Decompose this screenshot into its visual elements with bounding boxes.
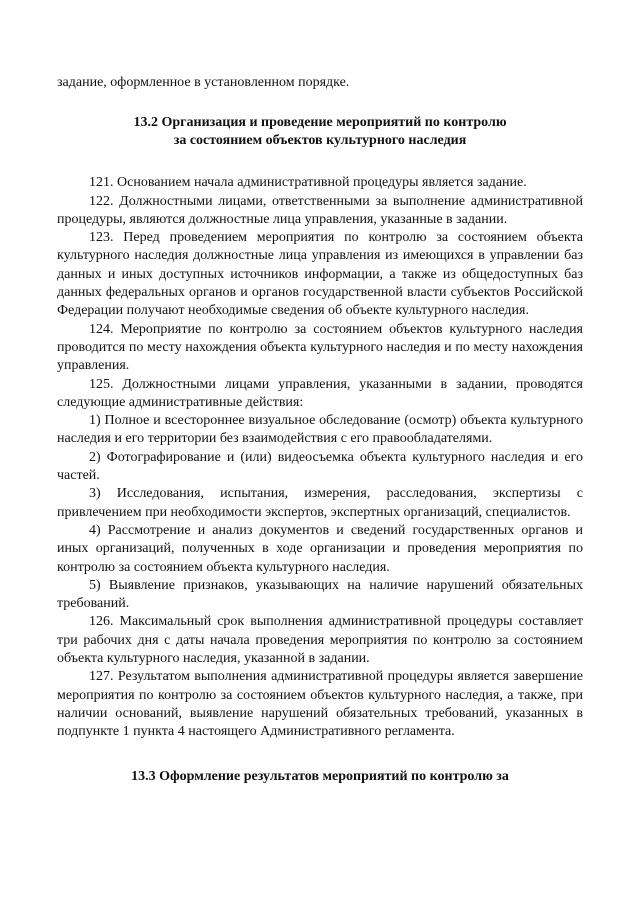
section-13-2-title-line1: 13.2 Организация и проведение мероприятий по контролю <box>133 115 507 131</box>
continued-text: задание, оформленное в установленном порядке. <box>57 75 350 90</box>
paragraph-125: 125. Должностными лицами управления, указанными в задании, проводятся следующие административные действия: <box>57 376 583 410</box>
list-item-5: 5) Выявление признаков, указывающих на наличие нарушений обязательных требований. <box>57 577 583 612</box>
list-item-2: 2) Фотографирование и (или) видеосъемка объекта культурного наследия и его частей. <box>57 449 583 484</box>
paragraph-121: 121. Основанием начала административной процедуры является задание. <box>89 175 527 191</box>
section-13-3-heading <box>57 768 583 786</box>
paragraph-126: 126. Максимальный срок выполнения административной процедуры составляет три рабочих дня с даты начала проведения мероприятия по контролю за состоянием объекта культурного наследия, указанной в задании. <box>57 614 583 667</box>
section-13-2-heading <box>57 114 583 150</box>
paragraph-123: 123. Перед проведением мероприятия по контролю за состоянием объекта культурного наследия должностные лица управления из имеющихся в управлении баз данных и иных доступных источников информации, а также из общедоступных баз данных федеральных органов и органов государственной власти субъектов Российской Федерации получают необходимые сведения об объекте культурного наследия. <box>57 230 583 319</box>
document-page <box>57 74 583 810</box>
paragraph-124: 124. Мероприятие по контролю за состоянием объектов культурного наследия проводится по месту нахождения объекта культурного наследия и по месту нахождения управления. <box>57 321 583 374</box>
paragraph-122: 122. Должностными лицами, ответственными за выполнение административной процедуры, являются должностные лица управления, указанные в задании. <box>57 193 583 227</box>
paragraph-127: 127. Результатом выполнения административной процедуры является завершение мероприятия по контролю за состоянием объектов культурного наследия, а также, при наличии оснований, выявление нарушений обязательных требований, указанных в подпункте 1 пункта 4 настоящего Административного регламента. <box>57 669 583 740</box>
section-13-3-title-line1: 13.3 Оформление результатов мероприятий по контролю за <box>131 768 509 784</box>
list-item-3: 3) Исследования, испытания, измерения, расследования, экспертизы с привлечением при необходимости экспертов, экспертных организаций, специалистов. <box>57 486 583 520</box>
list-item-1: 1) Полное и всестороннее визуальное обследование (осмотр) объекта культурного наследия и его территории без взаимодействия с его правообладателями. <box>57 413 583 447</box>
list-item-4: 4) Рассмотрение и анализ документов и сведений государственных органов и иных организаций, полученных в ходе организации и проведения мероприятия по контролю за состоянием объекта культурного наследия. <box>57 522 583 575</box>
section-13-2-title-line2: за состоянием объектов культурного наследия <box>173 133 467 149</box>
